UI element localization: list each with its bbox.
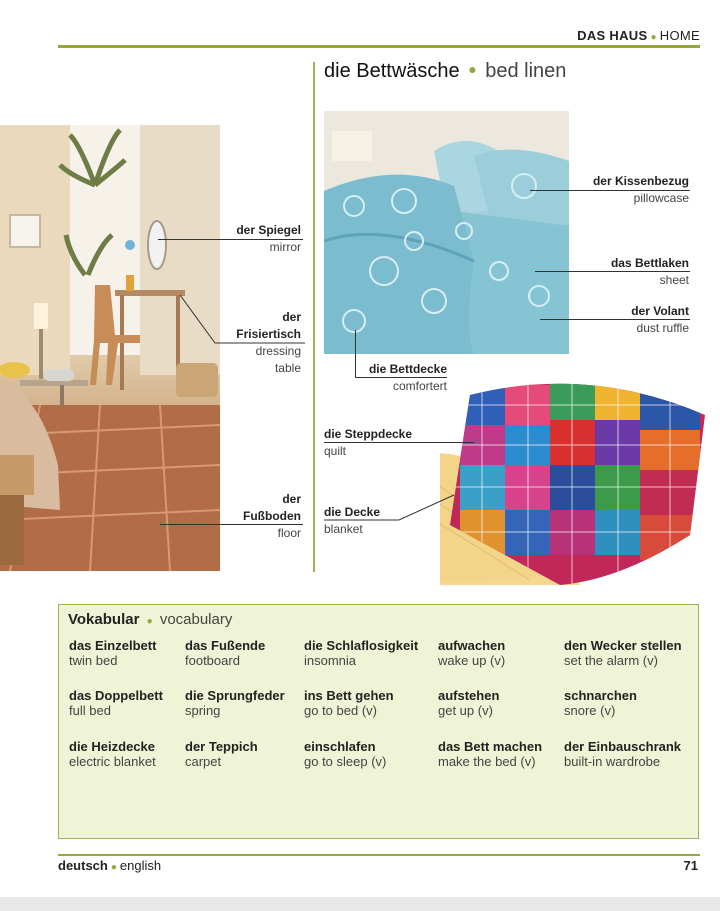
vocab-item: die Schlaflosigkeit insomnia — [304, 638, 419, 668]
page-number: 71 — [683, 858, 698, 873]
vocab-item: die Heizdecke electric blanket — [69, 739, 156, 769]
section-de: DAS HAUS — [577, 28, 648, 43]
label-pillowcase: der Kissenbezug pillowcase — [592, 174, 689, 205]
bullet-dot: ● — [146, 616, 153, 627]
label-mirror: der Spiegel mirror — [236, 223, 301, 254]
bullet-dot: ● — [110, 862, 117, 873]
vocab-item: ins Bett gehen go to bed (v) — [304, 688, 394, 718]
vocab-item: das Einzelbett twin bed — [69, 638, 157, 668]
label-sheet: das Bettlaken sheet — [610, 256, 689, 287]
vocab-item: schnarchen snore (v) — [564, 688, 637, 718]
vocab-item: das Fußende footboard — [185, 638, 266, 668]
section-header — [577, 28, 700, 43]
leader-mirror — [158, 239, 303, 240]
footer-languages: deutsch ● english — [58, 858, 162, 873]
label-dressing-table: der Frisiertisch dressing table — [236, 310, 301, 375]
label-comforter: die Bettdecke comfortert — [368, 362, 447, 393]
vocab-item: der Teppich carpet — [185, 739, 258, 769]
vocab-item: den Wecker stellen set the alarm (v) — [564, 638, 682, 668]
vocab-item: einschlafen go to sleep (v) — [304, 739, 387, 769]
label-floor: der Fußboden floor — [243, 492, 301, 540]
page-title — [324, 60, 566, 83]
vocab-item: aufwachen wake up (v) — [438, 638, 506, 668]
vocab-item: der Einbauschrank built-in wardrobe — [564, 739, 682, 769]
label-blanket: die Decke blanket — [324, 505, 381, 536]
leader-pillowcase — [530, 190, 690, 191]
leader-blanket — [324, 490, 464, 530]
section-en: HOME — [659, 28, 700, 43]
vocab-item: das Doppelbett full bed — [69, 688, 163, 718]
leader-sheet — [535, 271, 690, 272]
vocab-item: die Sprungfeder spring — [185, 688, 285, 718]
leader-floor — [160, 524, 303, 525]
column-divider — [313, 62, 315, 572]
quilt-blanket-photo — [440, 375, 715, 590]
bottom-gray-bar — [0, 897, 720, 911]
leader-comforter-v — [355, 330, 356, 378]
bed-photo — [324, 111, 569, 354]
title-de: die Bettwäsche — [324, 60, 460, 82]
vocab-item: aufstehen get up (v) — [438, 688, 500, 718]
bottom-rule — [58, 854, 700, 856]
leader-dust-ruffle — [540, 319, 690, 320]
vocabulary-title: Vokabular ● vocabulary — [68, 611, 233, 628]
title-en: bed linen — [485, 60, 567, 82]
bullet-dot: ● — [650, 32, 657, 43]
top-rule — [58, 45, 700, 48]
bullet-dot: ● — [468, 61, 477, 77]
label-quilt: die Steppdecke quilt — [324, 427, 413, 458]
vocab-item: das Bett machen make the bed (v) — [438, 739, 543, 769]
leader-dressing-table — [180, 295, 305, 355]
label-dust-ruffle: der Volant dust ruffle — [631, 304, 689, 335]
leader-quilt — [324, 442, 474, 443]
